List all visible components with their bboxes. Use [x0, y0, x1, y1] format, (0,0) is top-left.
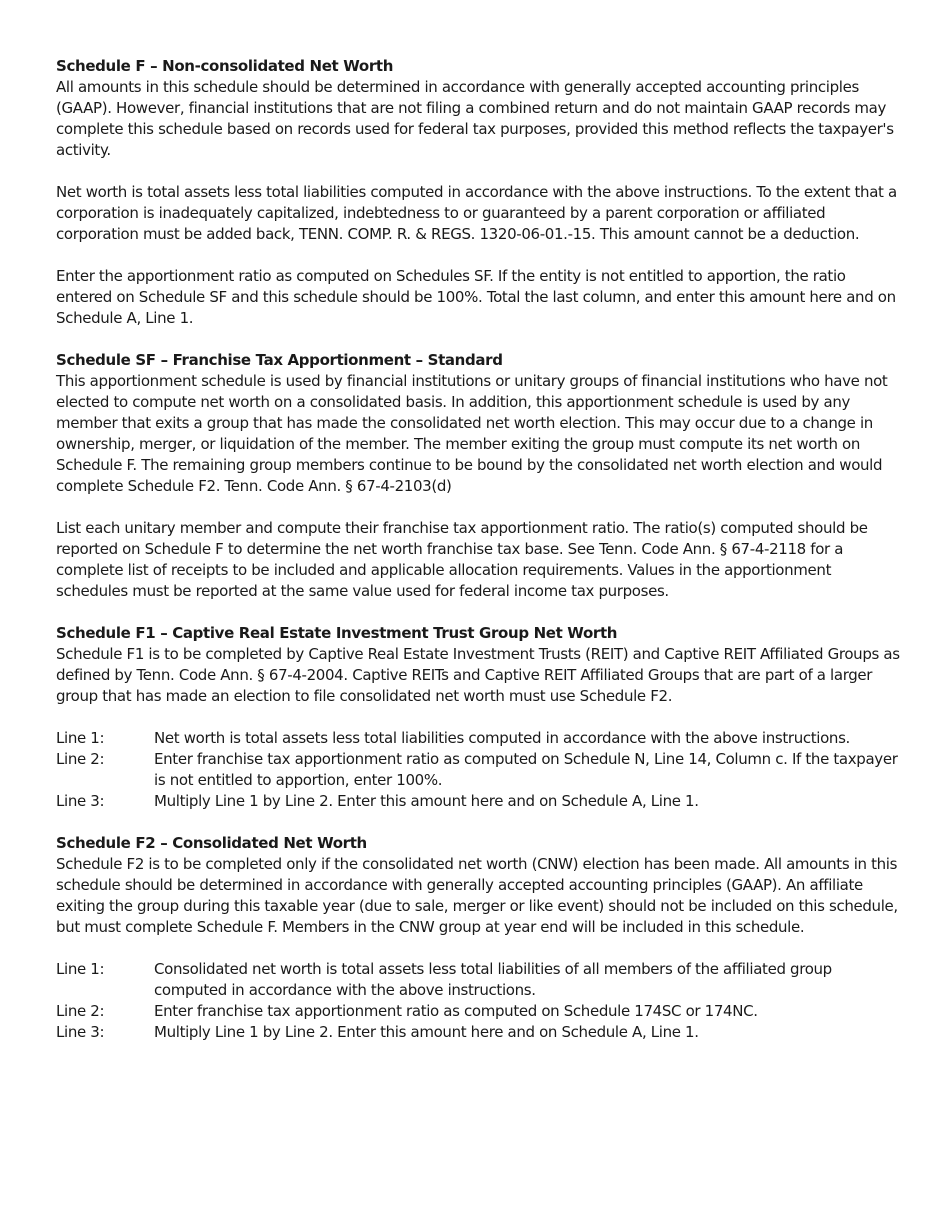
- line-label: Line 2:: [56, 750, 105, 768]
- line-text: Multiply Line 1 by Line 2. Enter this amount here and on Schedule A, Line 1.: [154, 1023, 699, 1041]
- line-text: Enter franchise tax apportionment ratio as computed on Schedule N, Line 14, Column c. If the taxpayer is not entitled to apportion, enter 100%.: [154, 750, 898, 789]
- line-text: Multiply Line 1 by Line 2. Enter this amount here and on Schedule A, Line 1.: [154, 792, 699, 810]
- section-heading: Schedule SF – Franchise Tax Apportionment – Standard: [56, 351, 503, 369]
- line-item: [56, 749, 902, 791]
- line-label: Line 1:: [56, 729, 105, 747]
- line-item: [56, 728, 902, 749]
- section-schedule-f2: [56, 833, 902, 1043]
- paragraph: Net worth is total assets less total liabilities computed in accordance with the above instructions. To the extent that a corporation is inadequately capitalized, indebtedness to or guaranteed by a parent corporation or affiliated corporation must be added back, TENN. COMP. R. & REGS. 1320-06-01.-15. This amount cannot be a deduction.: [56, 183, 897, 243]
- line-label: Line 3:: [56, 1023, 105, 1041]
- line-instructions: [56, 728, 902, 812]
- line-item: [56, 791, 902, 812]
- section-schedule-f1: [56, 623, 902, 812]
- line-item: [56, 1022, 902, 1043]
- paragraph: Schedule F2 is to be completed only if the consolidated net worth (CNW) election has been made. All amounts in this schedule should be determined in accordance with generally accepted accounting principles (GAAP). An affiliate exiting the group during this taxable year (due to sale, merger or like event) should not be included on this schedule, but must complete Schedule F. Members in the CNW group at year end will be included in this schedule.: [56, 855, 898, 936]
- line-instructions: [56, 959, 902, 1043]
- paragraph: Schedule F1 is to be completed by Captive Real Estate Investment Trusts (REIT) and Captive REIT Affiliated Groups as defined by Tenn. Code Ann. § 67-4-2004. Captive REITs and Captive REIT Affiliated Groups that are part of a larger group that has made an election to file consolidated net worth must use Schedule F2.: [56, 645, 900, 705]
- section-schedule-f: [56, 56, 902, 329]
- line-label: Line 3:: [56, 792, 105, 810]
- line-label: Line 2:: [56, 1002, 105, 1020]
- line-text: Net worth is total assets less total liabilities computed in accordance with the above instructions.: [154, 729, 850, 747]
- instructions-page: [56, 56, 902, 1064]
- line-item: [56, 959, 902, 1001]
- paragraph: Enter the apportionment ratio as computed on Schedules SF. If the entity is not entitled to apportion, the ratio entered on Schedule SF and this schedule should be 100%. Total the last column, and enter this amount here and on Schedule A, Line 1.: [56, 267, 896, 327]
- line-text: Consolidated net worth is total assets less total liabilities of all members of the affiliated group computed in accordance with the above instructions.: [154, 960, 832, 999]
- paragraph: All amounts in this schedule should be determined in accordance with generally accepted accounting principles (GAAP). However, financial institutions that are not filing a combined return and do not maintain GAAP records may complete this schedule based on records used for federal tax purposes, provided this method reflects the taxpayer's activity.: [56, 78, 894, 159]
- section-heading: Schedule F – Non-consolidated Net Worth: [56, 57, 394, 75]
- section-heading: Schedule F2 – Consolidated Net Worth: [56, 834, 367, 852]
- line-item: [56, 1001, 902, 1022]
- line-text: Enter franchise tax apportionment ratio as computed on Schedule 174SC or 174NC.: [154, 1002, 758, 1020]
- line-label: Line 1:: [56, 960, 105, 978]
- section-schedule-sf: [56, 350, 902, 602]
- paragraph: This apportionment schedule is used by financial institutions or unitary groups of financial institutions who have not elected to compute net worth on a consolidated basis. In addition, this apportionment schedule is used by any member that exits a group that has made the consolidated net worth election. This may occur due to a change in ownership, merger, or liquidation of the member. The member exiting the group must compute its net worth on Schedule F. The remaining group members continue to be bound by the consolidated net worth election and would complete Schedule F2. Tenn. Code Ann. § 67-4-2103(d): [56, 372, 888, 495]
- section-heading: Schedule F1 – Captive Real Estate Investment Trust Group Net Worth: [56, 624, 618, 642]
- paragraph: List each unitary member and compute their franchise tax apportionment ratio. The ratio(s) computed should be reported on Schedule F to determine the net worth franchise tax base. See Tenn. Code Ann. § 67-4-2118 for a complete list of receipts to be included and applicable allocation requirements. Values in the apportionment schedules must be reported at the same value used for federal income tax purposes.: [56, 519, 868, 600]
